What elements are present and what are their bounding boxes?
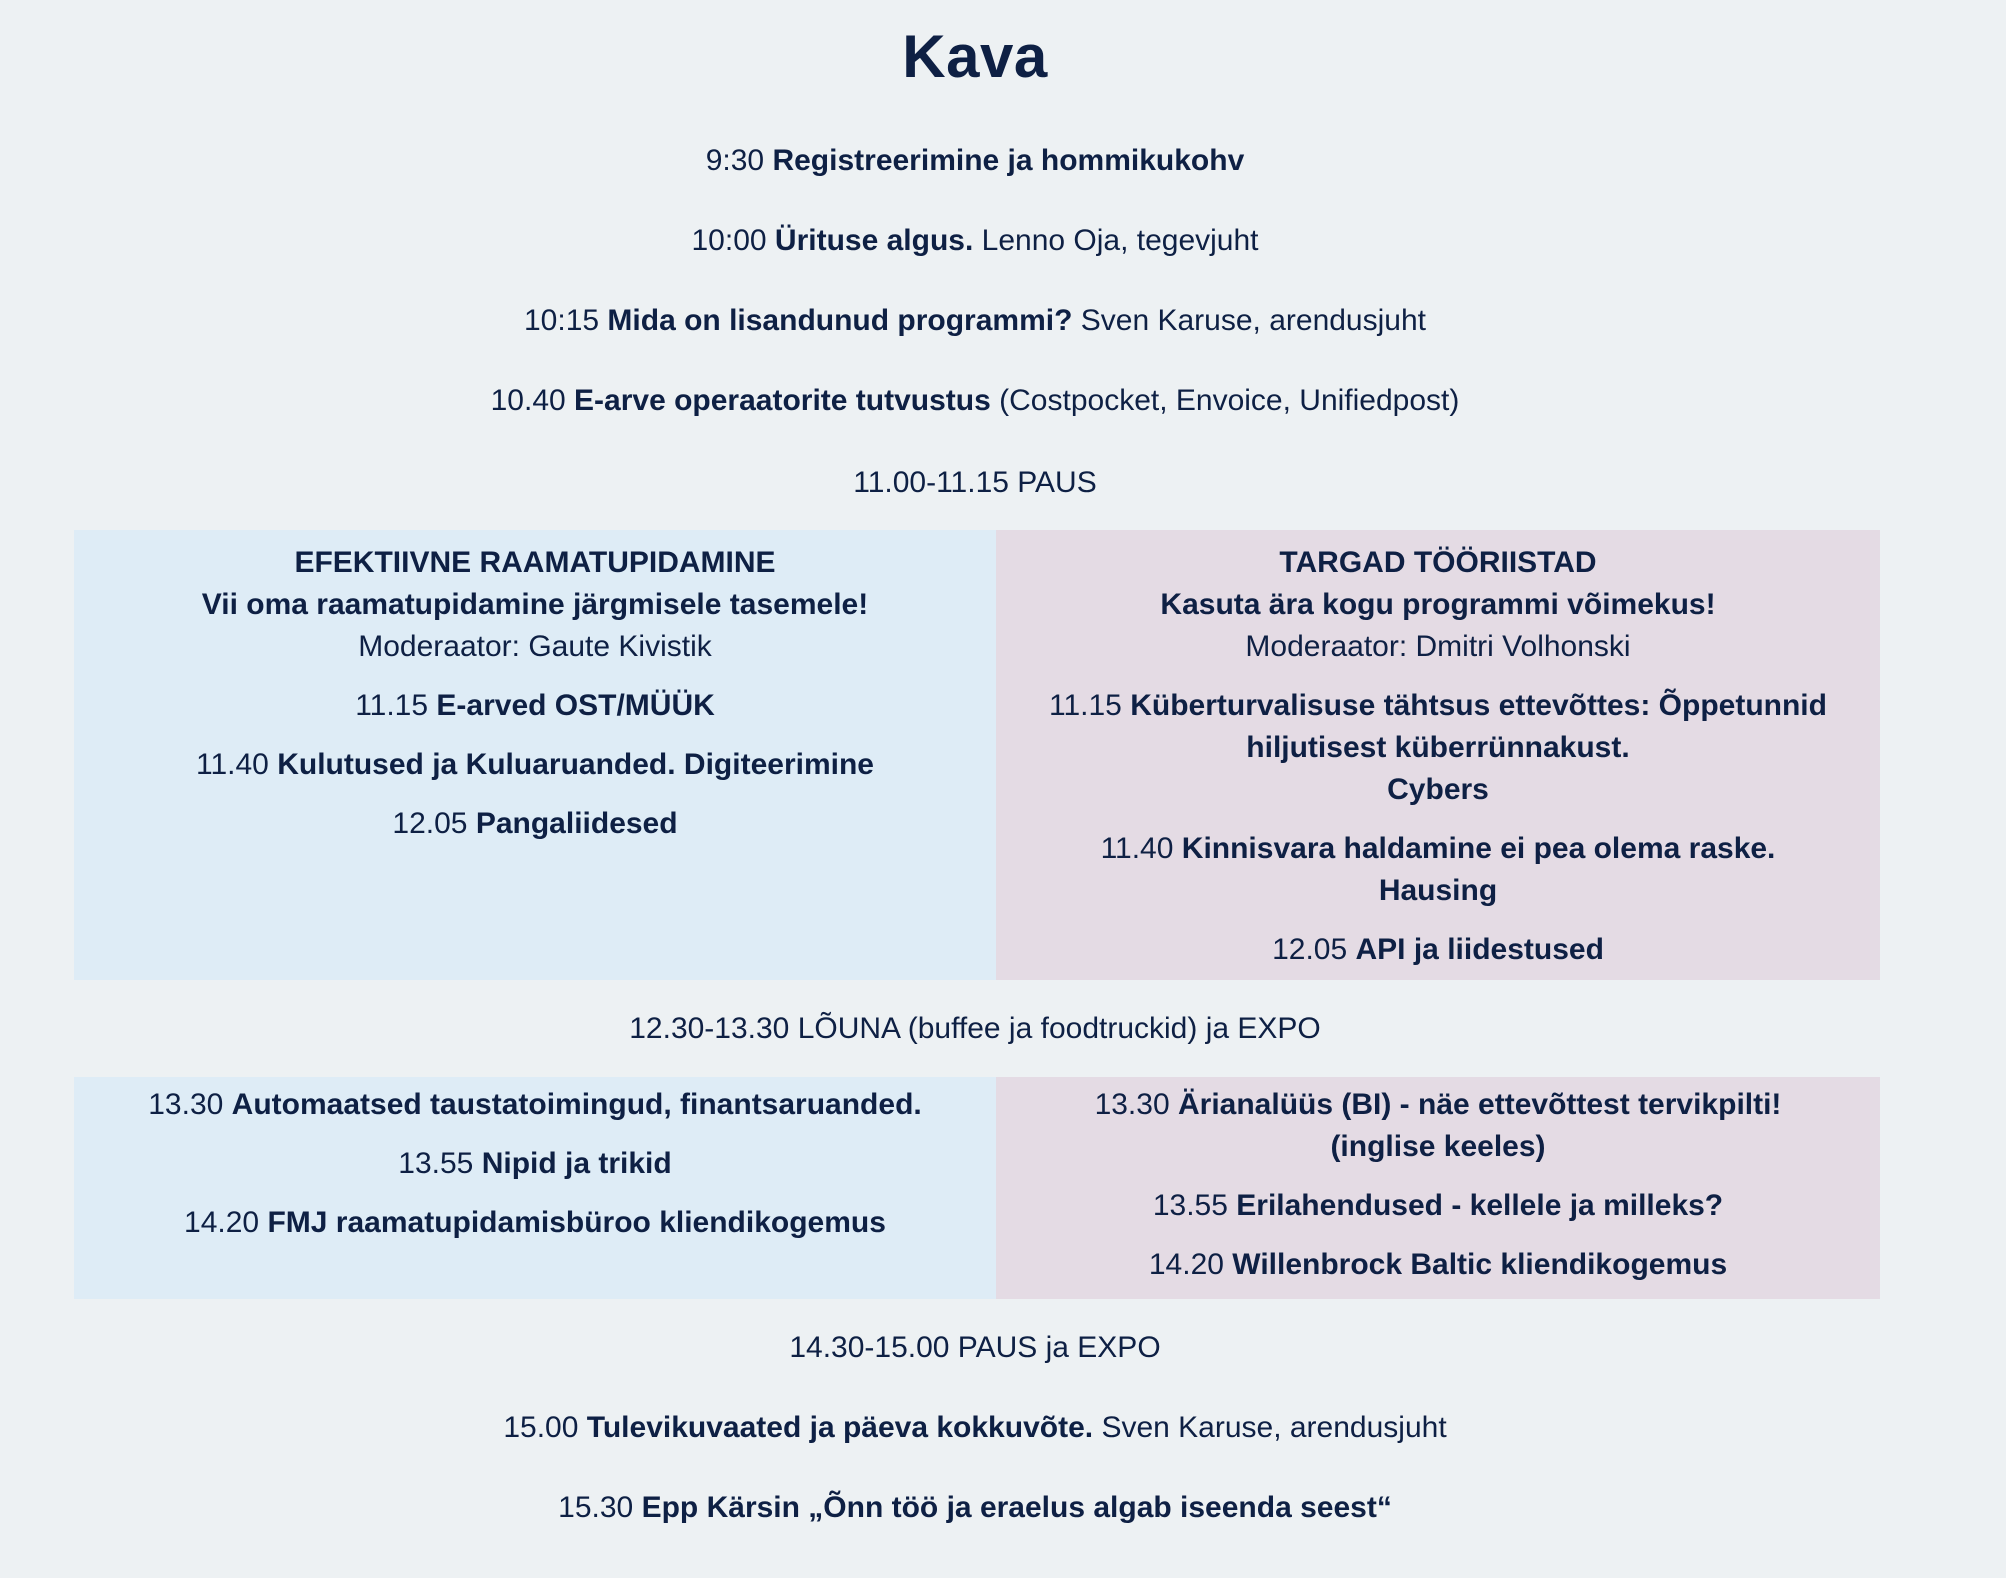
item-time: 10.40 <box>490 384 566 417</box>
session-time: 11.15 <box>1049 689 1122 722</box>
session-time: 13.30 <box>148 1088 224 1121</box>
track-subtitle: Kasuta ära kogu programmi võimekus! <box>1160 588 1716 621</box>
session-item <box>74 803 996 845</box>
track-left-morning <box>74 530 996 980</box>
session-time: 14.20 <box>184 1206 260 1239</box>
item-time: 15.30 <box>558 1491 634 1524</box>
session-item <box>74 744 996 786</box>
session-item <box>74 1202 996 1244</box>
track-heading: EFEKTIIVNE RAAMATUPIDAMINE <box>294 546 776 579</box>
session-item <box>74 685 996 727</box>
item-title: E-arve operaatorite tutvustus <box>574 384 991 417</box>
item-note: Sven Karuse, arendusjuht <box>1080 304 1426 337</box>
session-title: Kulutused ja Kuluaruanded. Digiteerimine <box>277 748 874 781</box>
session-item <box>74 1143 996 1185</box>
schedule-item <box>0 300 1950 342</box>
session-time: 12.05 <box>1272 933 1348 966</box>
session-title: Willenbrock Baltic kliendikogemus <box>1232 1248 1728 1281</box>
item-note: Sven Karuse, arendusjuht <box>1101 1411 1447 1444</box>
session-time: 13.30 <box>1094 1088 1170 1121</box>
session-title: E-arved OST/MÜÜK <box>436 689 715 722</box>
session-time: 11.40 <box>1100 832 1174 865</box>
track-subtitle: Vii oma raamatupidamine järgmisele tasemele! <box>201 588 869 621</box>
session-title: Ärianalüüs (BI) - näe ettevõttest tervikpilti! <box>1177 1088 1782 1121</box>
lunch-line: 12.30-13.30 LÕUNA (buffee ja foodtruckid) ja EXPO <box>629 1012 1321 1045</box>
session-item <box>996 929 1880 971</box>
page-title: Kava <box>902 23 1048 90</box>
schedule-item <box>0 380 1950 422</box>
session-item <box>996 1185 1880 1227</box>
item-title: Epp Kärsin „Õnn töö ja eraelus algab iseenda seest“ <box>641 1491 1392 1524</box>
track-right-morning <box>996 530 1880 980</box>
session-time: 13.55 <box>1152 1189 1228 1222</box>
track-moderator: Moderaator: Dmitri Volhonski <box>1245 630 1631 663</box>
session-time: 11.15 <box>355 689 429 722</box>
session-title-cont: (inglise keeles) <box>1330 1130 1546 1163</box>
item-note: (Costpocket, Envoice, Unifiedpost) <box>999 384 1460 417</box>
session-title: Nipid ja trikid <box>481 1147 672 1180</box>
session-item <box>74 1084 996 1126</box>
session-title: FMJ raamatupidamisbüroo kliendikogemus <box>267 1206 886 1239</box>
session-time: 14.20 <box>1148 1248 1224 1281</box>
track-right-afternoon <box>996 1077 1880 1299</box>
session-item <box>996 828 1880 912</box>
item-time: 9:30 <box>705 144 765 177</box>
break-line: 11.00-11.15 PAUS <box>853 466 1097 499</box>
schedule-item <box>0 1407 1950 1449</box>
session-title: Automaatsed taustatoimingud, finantsaruanded. <box>231 1088 922 1121</box>
session-time: 11.40 <box>196 748 269 781</box>
item-note: Lenno Oja, tegevjuht <box>981 224 1259 257</box>
session-title: Erilahendused - kellele ja milleks? <box>1236 1189 1724 1222</box>
item-time: 10:00 <box>691 224 767 257</box>
session-item <box>996 1084 1880 1168</box>
item-title: Mida on lisandunud programmi? <box>607 304 1073 337</box>
session-title: API ja liidestused <box>1355 933 1604 966</box>
track-heading: TARGAD TÖÖRIISTAD <box>1279 546 1597 579</box>
schedule-item <box>0 140 1950 182</box>
session-title: Pangaliidesed <box>475 807 678 840</box>
session-title: Küberturvalisuse tähtsus ettevõttes: Õppetunnid <box>1130 689 1827 722</box>
item-title: Registreerimine ja hommikukohv <box>772 144 1245 177</box>
session-title: Kinnisvara haldamine ei pea olema raske. <box>1181 832 1776 865</box>
item-time: 10:15 <box>524 304 600 337</box>
session-title-cont: hiljutisest küberrünnakust. <box>1246 731 1630 764</box>
item-time: 15.00 <box>503 1411 579 1444</box>
session-time: 13.55 <box>398 1147 474 1180</box>
session-item <box>996 685 1880 811</box>
session-item <box>996 1244 1880 1286</box>
session-time: 12.05 <box>392 807 468 840</box>
track-left-afternoon <box>74 1077 996 1299</box>
item-title: Ürituse algus. <box>774 224 974 257</box>
session-speaker: Hausing <box>1378 874 1498 907</box>
break-line: 14.30-15.00 PAUS ja EXPO <box>789 1331 1161 1364</box>
item-title: Tulevikuvaated ja päeva kokkuvõte. <box>586 1411 1094 1444</box>
session-speaker: Cybers <box>1387 773 1489 806</box>
track-moderator: Moderaator: Gaute Kivistik <box>358 630 712 663</box>
schedule-item <box>0 1487 1950 1529</box>
schedule-item <box>0 220 1950 262</box>
